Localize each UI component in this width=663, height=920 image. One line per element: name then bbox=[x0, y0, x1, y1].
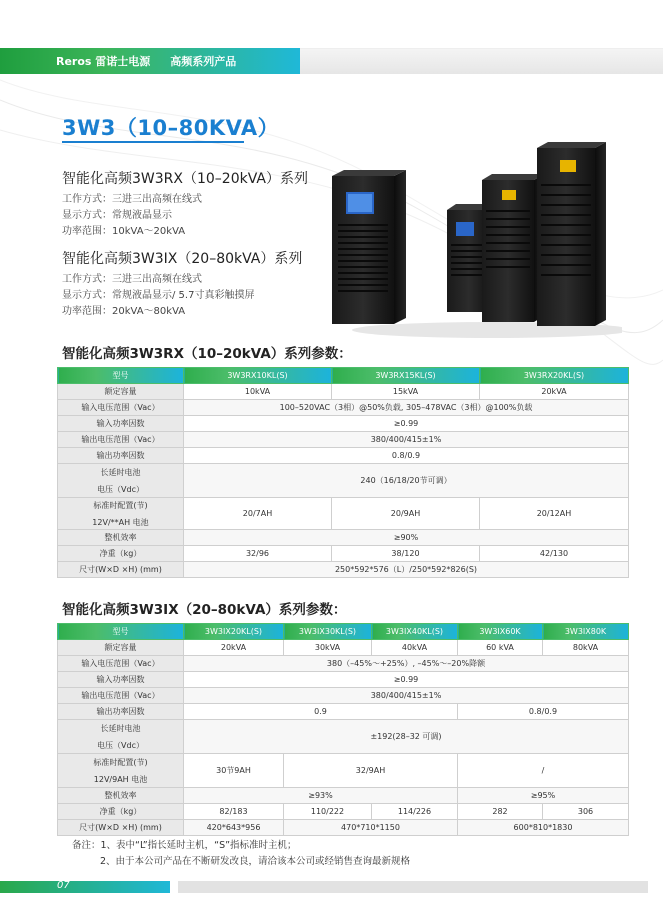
row-label: 额定容量 bbox=[58, 640, 184, 656]
cell: 32/96 bbox=[184, 546, 332, 562]
series-rx-description bbox=[62, 168, 308, 240]
cell: 0.8/0.9 bbox=[184, 448, 629, 464]
cell: ≥95% bbox=[458, 788, 629, 804]
series-rx-mode: 工作方式：三进三出高频在线式 bbox=[62, 194, 202, 205]
cell: 20/12AH bbox=[480, 498, 629, 530]
series-ix-title: 智能化高频3W3IX（20–80kVA）系列 bbox=[62, 251, 303, 267]
header-model-rx20: 3W3RX20KL(S) bbox=[480, 368, 629, 384]
ups-product-photo bbox=[322, 140, 622, 340]
cell: 42/130 bbox=[480, 546, 629, 562]
series-ix-display: 显示方式：常规液晶显示/ 5.7寸真彩触摸屏 bbox=[62, 290, 255, 301]
row-label-line: 长延时电池 bbox=[100, 723, 141, 733]
cell: 0.8/0.9 bbox=[458, 704, 629, 720]
series-rx-display: 显示方式：常规液晶显示 bbox=[62, 210, 172, 221]
header-model-ix80: 3W3IX80K bbox=[543, 624, 629, 640]
cell: 60 kVA bbox=[458, 640, 543, 656]
table-row bbox=[58, 656, 629, 672]
table-row bbox=[58, 788, 629, 804]
header-model-ix30: 3W3IX30KL(S) bbox=[284, 624, 372, 640]
cell: 100–520VAC（3相）@50%负载, 305–478VAC（3相）@100%负载 bbox=[184, 400, 629, 416]
row-label: 尺寸(W×D ×H) (mm) bbox=[58, 820, 184, 836]
table-row bbox=[58, 530, 629, 546]
row-label: 输出功率因数 bbox=[58, 704, 184, 720]
cell: 40kVA bbox=[372, 640, 458, 656]
cell: 250*592*576（L）/250*592*826(S) bbox=[184, 562, 629, 578]
table-row bbox=[58, 448, 629, 464]
cell: 380（–45%～+25%）, –45%～–20%降额 bbox=[184, 656, 629, 672]
cell: 20/7AH bbox=[184, 498, 332, 530]
table-header-row bbox=[58, 368, 629, 384]
table-ix-title: 智能化高频3W3IX（20–80kVA）系列参数： bbox=[62, 602, 347, 618]
series-rx-title: 智能化高频3W3RX（10–20kVA）系列 bbox=[62, 171, 308, 187]
series-ix-power: 功率范围：20kVA～80kVA bbox=[62, 306, 186, 317]
cell: 306 bbox=[543, 804, 629, 820]
row-label-line: 12V/**AH 电池 bbox=[92, 517, 149, 527]
row-label-line: 电压（Vdc） bbox=[97, 740, 144, 750]
cell: 110/222 bbox=[284, 804, 372, 820]
table-row bbox=[58, 562, 629, 578]
table-row bbox=[58, 720, 629, 754]
page-title: 3W3（10–80KVA） bbox=[62, 116, 280, 140]
header-model: 型号 bbox=[58, 368, 184, 384]
header-model-rx15: 3W3RX15KL(S) bbox=[332, 368, 480, 384]
table-row bbox=[58, 820, 629, 836]
row-label bbox=[58, 498, 184, 530]
note-line-1: 备注：1、表中“L”指长延时主机，“S”指标准时主机； bbox=[72, 840, 297, 851]
table-row bbox=[58, 546, 629, 562]
header-band bbox=[0, 48, 663, 74]
cell: 20kVA bbox=[480, 384, 629, 400]
table-row bbox=[58, 754, 629, 788]
cell: 80kVA bbox=[543, 640, 629, 656]
cell: 30节9AH bbox=[184, 754, 284, 788]
cell: 82/183 bbox=[184, 804, 284, 820]
row-label: 输入电压范围（Vac） bbox=[58, 400, 184, 416]
page-number: 07 bbox=[57, 880, 70, 891]
table-row bbox=[58, 672, 629, 688]
row-label: 输出电压范围（Vac） bbox=[58, 688, 184, 704]
header-gray-strip bbox=[300, 48, 663, 74]
cell: 420*643*956 bbox=[184, 820, 284, 836]
cell: 10kVA bbox=[184, 384, 332, 400]
cell: 600*810*1830 bbox=[458, 820, 629, 836]
table-row bbox=[58, 464, 629, 498]
row-label: 净重（kg） bbox=[58, 546, 184, 562]
cell: ±192(28–32 可调) bbox=[184, 720, 629, 754]
table-row bbox=[58, 384, 629, 400]
table-row bbox=[58, 498, 629, 530]
header-model-ix20: 3W3IX20KL(S) bbox=[184, 624, 284, 640]
table-row bbox=[58, 400, 629, 416]
cell: 15kVA bbox=[332, 384, 480, 400]
cell: 20kVA bbox=[184, 640, 284, 656]
table-row bbox=[58, 704, 629, 720]
cell: 20/9AH bbox=[332, 498, 480, 530]
table-row bbox=[58, 640, 629, 656]
ups-cabinet-tallest bbox=[537, 142, 606, 326]
table-header-row bbox=[58, 624, 629, 640]
row-label: 整机效率 bbox=[58, 788, 184, 804]
category-name: 高频系列产品 bbox=[170, 55, 237, 68]
ups-cabinet-tall bbox=[482, 174, 544, 322]
table-rx-title: 智能化高频3W3RX（10–20kVA）系列参数： bbox=[62, 346, 352, 362]
row-label-line: 电压（Vdc） bbox=[97, 484, 144, 494]
footer-gray-strip bbox=[178, 881, 648, 893]
row-label: 额定容量 bbox=[58, 384, 184, 400]
cell: ≥0.99 bbox=[184, 416, 629, 432]
row-label-line: 标准时配置(节) bbox=[93, 500, 148, 510]
header-model-ix60: 3W3IX60K bbox=[458, 624, 543, 640]
row-label-line: 长延时电池 bbox=[100, 467, 141, 477]
row-label bbox=[58, 464, 184, 498]
table-row bbox=[58, 804, 629, 820]
header-bar bbox=[0, 48, 300, 74]
note-line-2: 2、由于本公司产品在不断研发改良，请洽该本公司或经销售查询最新规格 bbox=[100, 856, 411, 867]
cell: 282 bbox=[458, 804, 543, 820]
footer-bar bbox=[0, 881, 170, 893]
cell: 114/226 bbox=[372, 804, 458, 820]
row-label: 输入功率因数 bbox=[58, 416, 184, 432]
row-label bbox=[58, 754, 184, 788]
header-model: 型号 bbox=[58, 624, 184, 640]
cell: ≥90% bbox=[184, 530, 629, 546]
title-underline bbox=[62, 141, 244, 143]
row-label: 净重（kg） bbox=[58, 804, 184, 820]
cell: 470*710*1150 bbox=[284, 820, 458, 836]
cell: / bbox=[458, 754, 629, 788]
series-ix-mode: 工作方式：三进三出高频在线式 bbox=[62, 274, 202, 285]
row-label: 输入功率因数 bbox=[58, 672, 184, 688]
row-label: 输出功率因数 bbox=[58, 448, 184, 464]
footer bbox=[0, 880, 663, 894]
series-ix-description bbox=[62, 248, 302, 320]
row-label: 尺寸(W×D ×H) (mm) bbox=[58, 562, 184, 578]
header-model-ix40: 3W3IX40KL(S) bbox=[372, 624, 458, 640]
row-label bbox=[58, 720, 184, 754]
row-label: 输入电压范围（Vac） bbox=[58, 656, 184, 672]
notes bbox=[72, 838, 410, 870]
cell: 0.9 bbox=[184, 704, 458, 720]
spec-table-ix bbox=[57, 623, 629, 836]
spec-table-rx bbox=[57, 367, 629, 578]
ups-cabinet-small bbox=[332, 170, 406, 324]
cell: 240（16/18/20节可调） bbox=[184, 464, 629, 498]
row-label-line: 12V/9AH 电池 bbox=[93, 774, 148, 784]
series-rx-power: 功率范围：10kVA～20kVA bbox=[62, 226, 186, 237]
table-row bbox=[58, 688, 629, 704]
cell: 38/120 bbox=[332, 546, 480, 562]
row-label: 输出电压范围（Vac） bbox=[58, 432, 184, 448]
header-model-rx10: 3W3RX10KL(S) bbox=[184, 368, 332, 384]
cell: 30kVA bbox=[284, 640, 372, 656]
cell: ≥93% bbox=[184, 788, 458, 804]
cell: 380/400/415±1% bbox=[184, 432, 629, 448]
cell: ≥0.99 bbox=[184, 672, 629, 688]
table-row bbox=[58, 432, 629, 448]
table-row bbox=[58, 416, 629, 432]
brand-name: Reros 雷诺士电源 bbox=[56, 55, 151, 68]
row-label: 整机效率 bbox=[58, 530, 184, 546]
cell: 380/400/415±1% bbox=[184, 688, 629, 704]
row-label-line: 标准时配置(节) bbox=[93, 757, 148, 767]
cell: 32/9AH bbox=[284, 754, 458, 788]
